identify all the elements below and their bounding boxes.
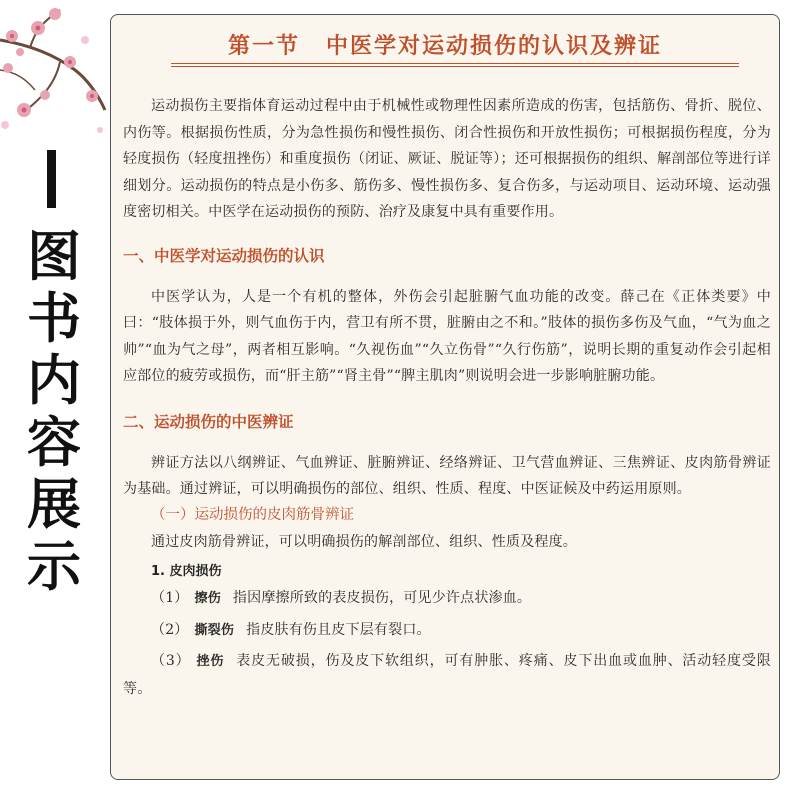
title-underline	[171, 66, 739, 67]
intro-paragraph: 运动损伤主要指体育运动过程中由于机械性或物理性因素所造成的伤害，包括筋伤、骨折、脱位、内伤等。根据损伤性质，分为急性损伤和慢性损伤、闭合性损伤和开放性损伤；可根据损伤程度，分为轻度损伤（轻度扭挫伤）和重度损伤（闭证、厥证、脱证等）；还可根据损伤的组织、解剖部位等进行详细划分。运动损伤的特点是小伤多、筋伤多、慢性损伤多、复合伤多，与运动项目、运动环境、运动强度密切相关。中医学在运动损伤的预防、治疗及康复中具有重要作用。	[123, 98, 771, 220]
item-term: 挫伤	[196, 654, 225, 669]
section-title	[111, 29, 779, 60]
item-desc: 指因摩擦所致的表皮损伤，可见少许点状渗血。	[232, 590, 532, 606]
item-desc: 指皮肤有伤且皮下层有裂口。	[246, 621, 431, 638]
sub-paragraph: 通过皮肉筋骨辨证，可以明确损伤的解剖部位、组织、性质及程度。	[151, 533, 577, 550]
heading-part2: 二、运动损伤的中医辨证	[123, 412, 294, 431]
side-title	[22, 226, 86, 598]
title-underline	[171, 63, 739, 64]
topic-heading: 1. 皮肉损伤	[151, 564, 222, 579]
item-term: 擦伤	[194, 591, 221, 606]
plum-blossom-decoration	[0, 0, 110, 150]
item-number: （2）	[151, 621, 189, 638]
list-item	[123, 617, 771, 645]
item-term: 撕裂伤	[194, 622, 235, 638]
item-desc: 表皮无破损，伤及皮下软组织，可有肿胀、疼痛、皮下出血或血肿、活动轻度受限等。	[123, 653, 771, 697]
side-title-char: 书	[27, 287, 81, 350]
list-item	[123, 585, 771, 613]
page-body	[123, 93, 771, 702]
side-title-char: 展	[27, 473, 81, 536]
side-title-char: 容	[27, 411, 81, 474]
side-title-char: 图	[27, 225, 81, 288]
section-title-text: 中医学对运动损伤的认识及辨证	[326, 33, 663, 59]
side-title-char: 示	[27, 535, 81, 598]
heading-part1: 一、中医学对运动损伤的认识	[123, 246, 325, 265]
book-page	[110, 14, 780, 780]
item-number: （3）	[151, 653, 191, 669]
part2-paragraph: 辨证方法以八纲辨证、气血辨证、脏腑辨证、经络辨证、卫气营血辨证、三焦辨证、皮肉筋骨辨证为基础。通过辨证，可以明确损伤的部位、组织、性质、程度、中医证候及中药运用原则。	[123, 454, 771, 497]
side-title-char: 内	[27, 349, 81, 412]
section-number: 第一节	[227, 33, 300, 59]
part1-paragraph: 中医学认为，人是一个有机的整体，外伤会引起脏腑气血功能的改变。薛己在《正体类要》中曰：“肢体损于外，则气血伤于内，营卫有所不贯，脏腑由之不和。”肢体的损伤多伤及气血，“气为血之帅”“血为气之母”，两者相互影响。“久视伤血”“久立伤骨”“久行伤筋”，说明长期的重复动作会引起相应部位的疲劳或损伤，而“肝主筋”“肾主骨”“脾主肌肉”则说明会进一步影响脏腑功能。	[123, 288, 771, 384]
sub-heading: （一）运动损伤的皮肉筋骨辨证	[151, 506, 354, 523]
list-item	[123, 648, 771, 702]
item-number: （1）	[151, 590, 189, 606]
side-divider-bar	[47, 150, 56, 208]
